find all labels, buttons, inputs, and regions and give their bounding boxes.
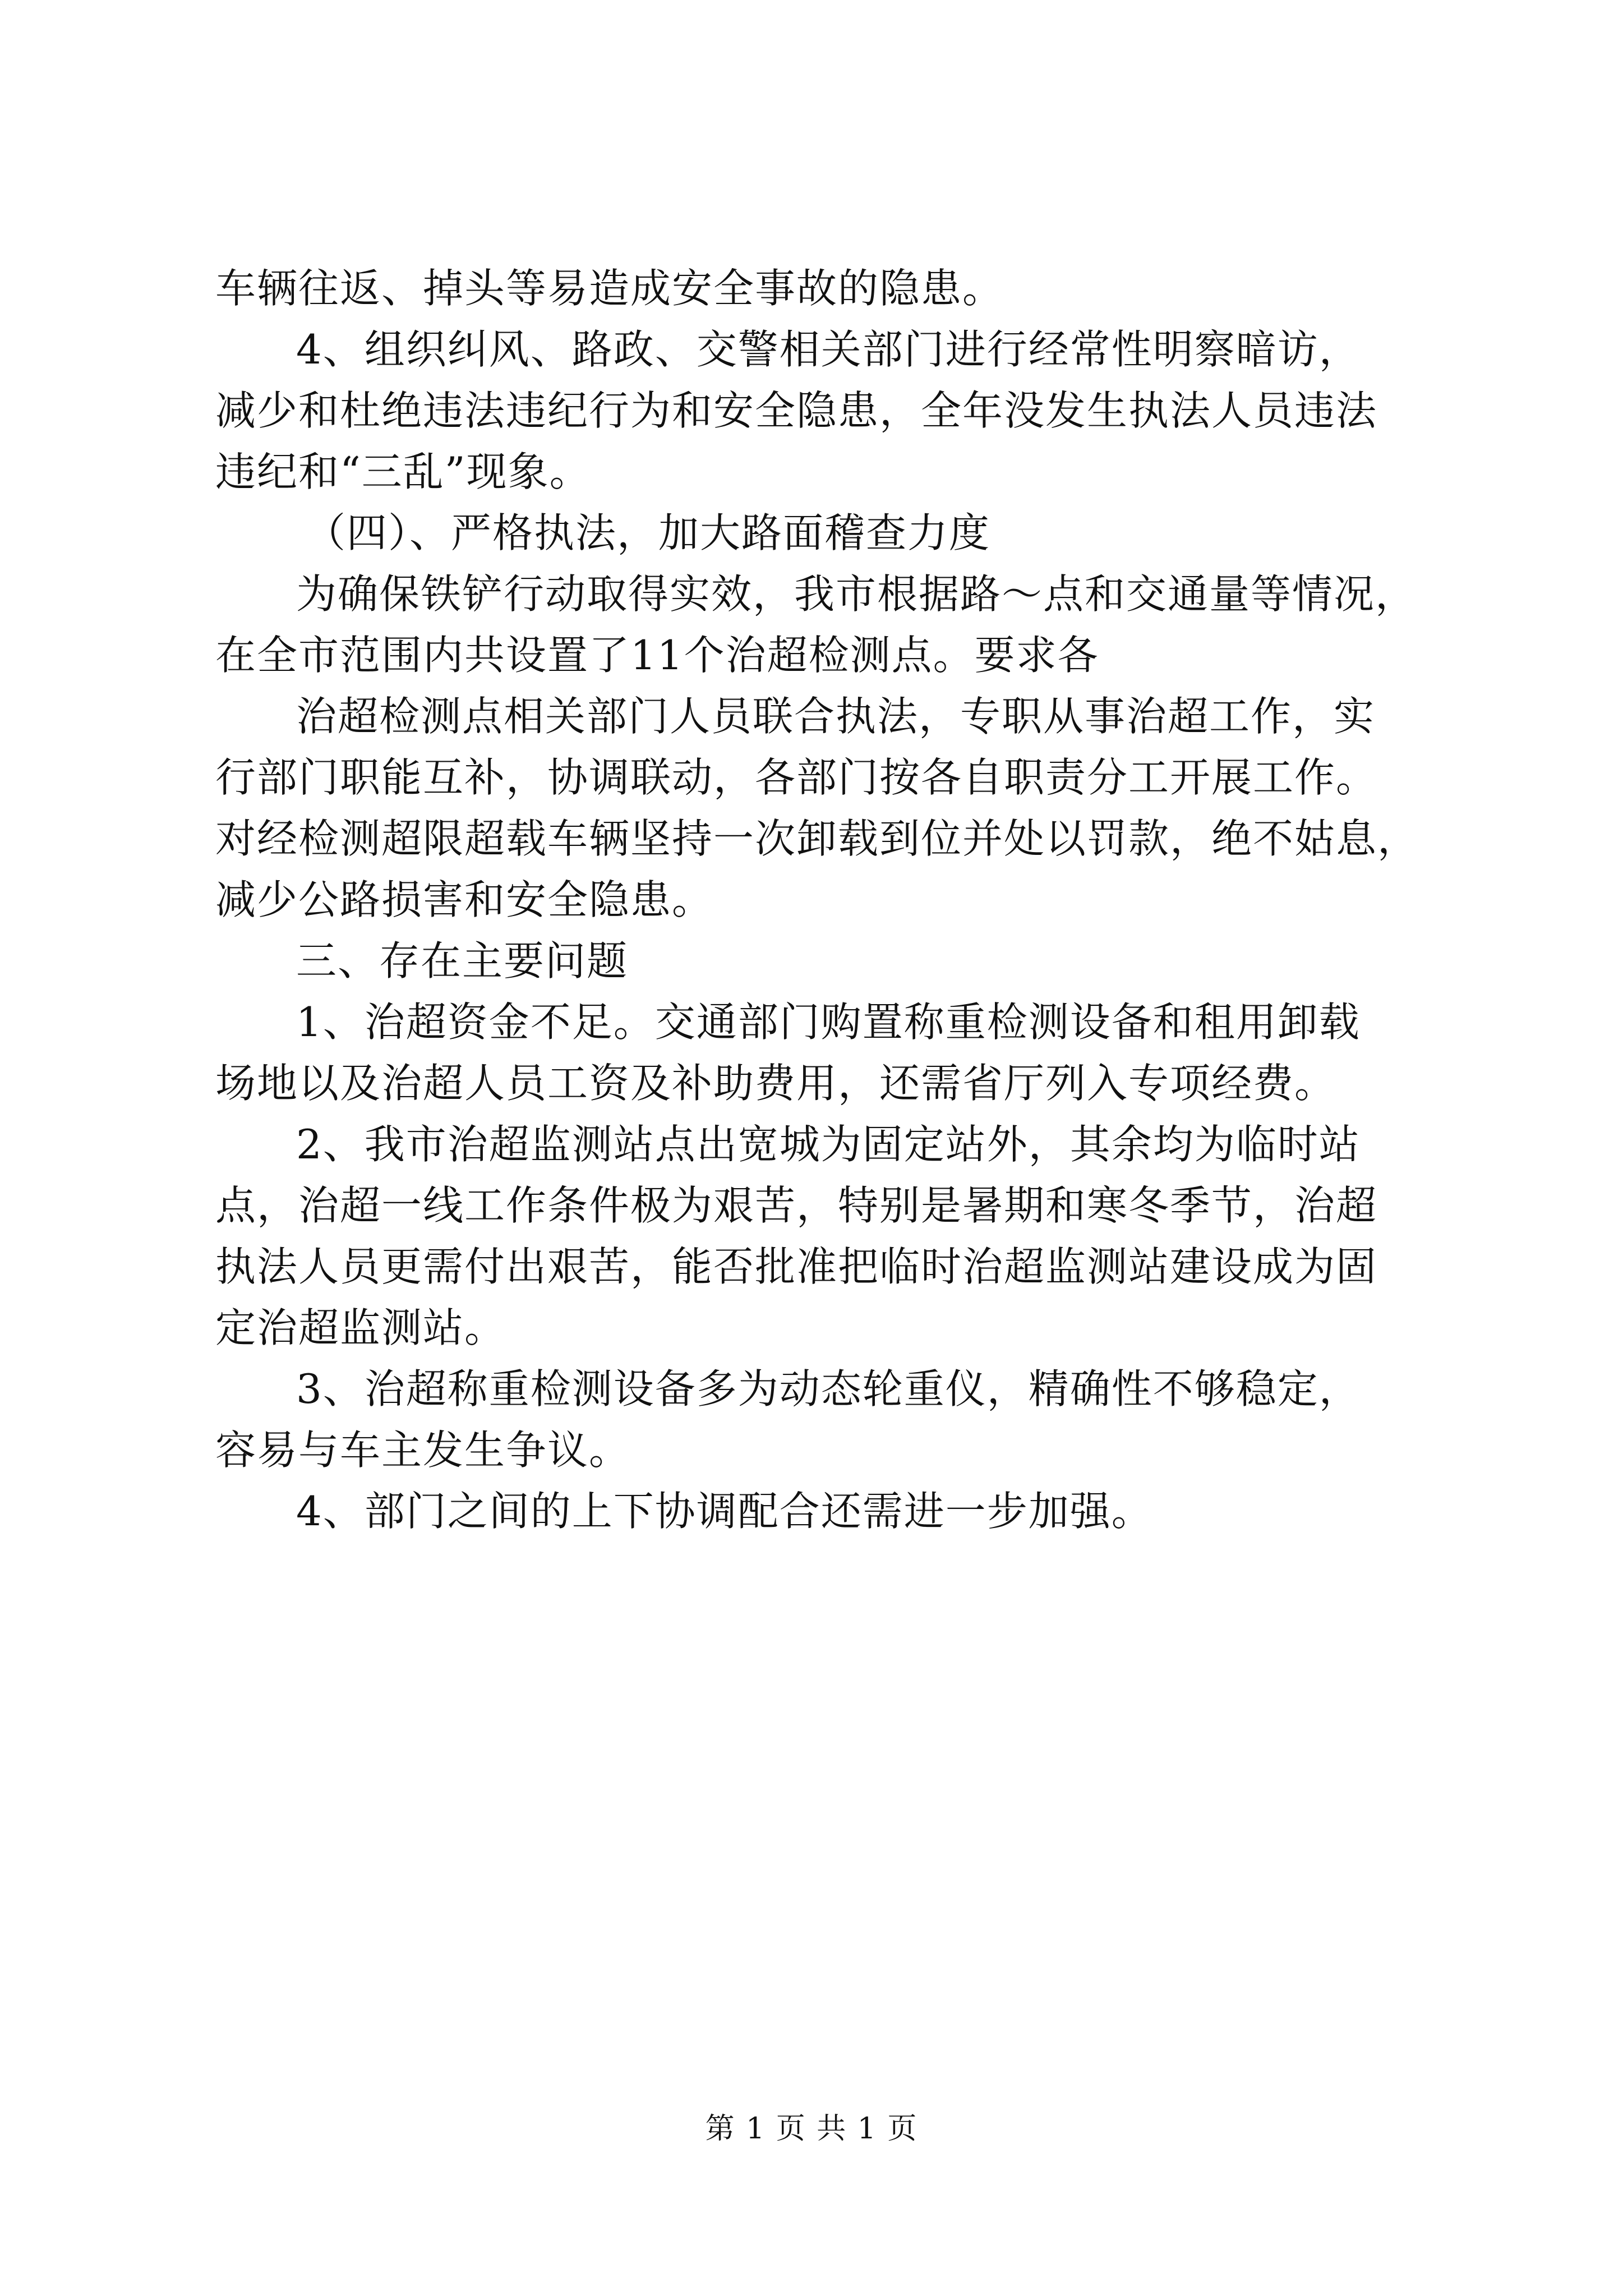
page-number-footer: 第 1 页 共 1 页 [705, 2112, 918, 2146]
text-line: 4、组织纠风、路政、交警相关部门进行经常性明察暗访， [296, 326, 1361, 373]
text-line: 减少和杜绝违法违纪行为和安全隐患，全年没发生执法人员违法 [215, 387, 1378, 434]
text-line: 1、治超资金不足。交通部门购置称重检测设备和租用卸载 [296, 999, 1361, 1046]
document-body [215, 258, 1427, 1542]
text-line: 行部门职能互补，协调联动，各部门按各自职责分工开展工作。 [215, 754, 1378, 801]
text-line: 减少公路损害和安全隐患。 [215, 876, 714, 923]
text-line: 容易与车主发生争议。 [215, 1427, 631, 1474]
text-line: 3、治超称重检测设备多为动态轮重仪，精确性不够稳定， [296, 1365, 1361, 1412]
text-line: 4、部门之间的上下协调配合还需进一步加强。 [296, 1488, 1153, 1535]
text-line: 场地以及治超人员工资及补助费用，还需省厅列入专项经费。 [215, 1060, 1336, 1107]
text-line: 执法人员更需付出艰苦，能否批准把临时治超监测站建设成为固 [215, 1243, 1378, 1290]
text-line: 为确保铁铲行动取得实效，我市根据路～点和交通量等情况， [296, 570, 1417, 618]
text-line: 对经检测超限超载车辆坚持一次卸载到位并处以罚款，绝不姑息， [215, 815, 1419, 862]
section-heading: 三、存在主要问题 [296, 937, 629, 984]
text-line: 2、我市治超监测站点出宽城为固定站外，其余均为临时站 [296, 1121, 1361, 1168]
text-line: 治超检测点相关部门人员联合执法，专职从事治超工作，实 [296, 693, 1376, 740]
text-line: 在全市范围内共设置了11个治超检测点。要求各 [215, 632, 1099, 679]
text-line: 点，治超一线工作条件极为艰苦，特别是暑期和寒冬季节，治超 [215, 1182, 1378, 1229]
text-line: 违纪和“三乱”现象。 [215, 448, 591, 495]
section-heading: （四）、严格执法，加大路面稽查力度 [305, 509, 991, 556]
text-line: 定治超监测站。 [215, 1304, 506, 1351]
text-line: 车辆往返、掉头等易造成安全事故的隐患。 [215, 265, 1004, 312]
